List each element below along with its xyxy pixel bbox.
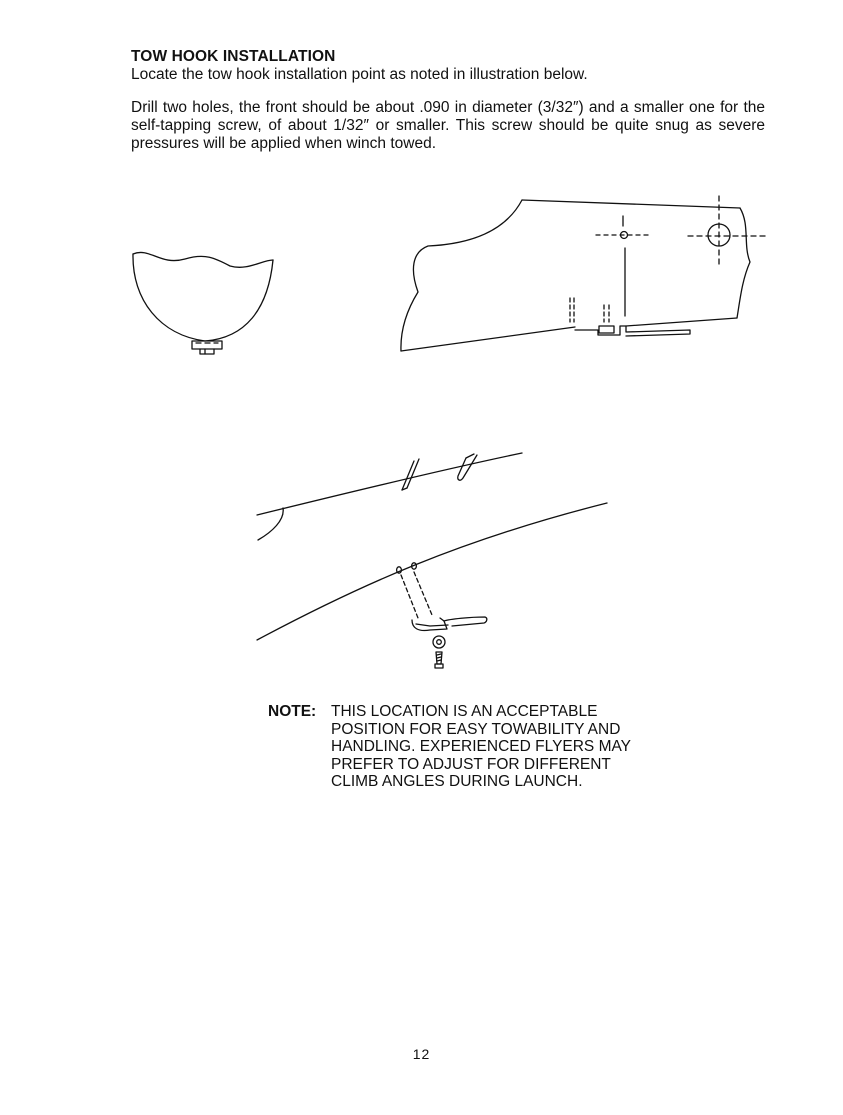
tow-hook-detail-drawing: [257, 453, 607, 668]
section-heading: TOW HOOK INSTALLATION: [131, 48, 336, 65]
fuselage-side-view-drawing: [401, 196, 768, 351]
instruction-paragraph-1: Locate the tow hook installation point as noted in illustration below.: [131, 66, 588, 83]
note-label: NOTE:: [268, 703, 317, 720]
page-number: 12: [412, 1046, 431, 1062]
instruction-paragraph-2: Drill two holes, the front should be about .090 in diameter (3/32″) and a smaller one for the self-tapping screw, of about 1/32″ or smaller. This screw should be quite snug as severe pressures will be applied when winch towed.: [131, 99, 765, 152]
fuselage-cross-section-drawing: [133, 252, 273, 354]
note-text: THIS LOCATION IS AN ACCEPTABLE POSITION FOR EASY TOWABILITY AND HANDLING. EXPERIENCED FLYERS MAY PREFER TO ADJUST FOR DIFFERENT CLIMB ANGLES DURING LAUNCH.: [331, 703, 631, 790]
